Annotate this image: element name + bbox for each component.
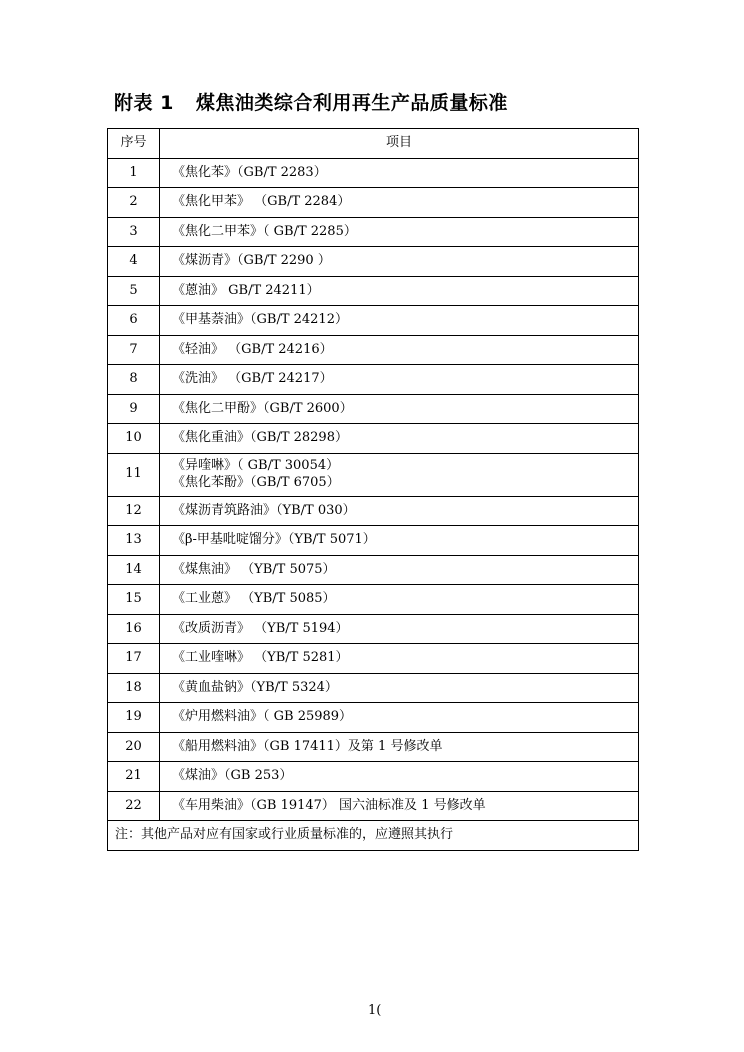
- table-row: [108, 555, 639, 585]
- row-item: [160, 188, 639, 218]
- row-number: 18: [108, 673, 160, 703]
- standard-entry: 《异喹啉》（ GB/T 30054）: [172, 458, 340, 474]
- standard-entry: 《煤沥青》（GB/T 2290 ）: [172, 253, 331, 269]
- table-row: [108, 703, 639, 733]
- row-number: 3: [108, 217, 160, 247]
- row-item: [160, 673, 639, 703]
- row-number: 10: [108, 424, 160, 454]
- table-row: [108, 791, 639, 821]
- row-number: 7: [108, 335, 160, 365]
- row-item: [160, 394, 639, 424]
- row-number: 11: [108, 453, 160, 496]
- title-text: 煤焦油类综合利用再生产品质量标准: [195, 92, 508, 114]
- table-row: [108, 394, 639, 424]
- row-item: [160, 335, 639, 365]
- page-number: 1(: [368, 1003, 382, 1018]
- table-row: [108, 673, 639, 703]
- standard-entry: 《β-甲基吡啶馏分》（YB/T 5071）: [172, 532, 376, 548]
- row-number: 19: [108, 703, 160, 733]
- row-number: 20: [108, 732, 160, 762]
- table-row: [108, 335, 639, 365]
- row-item: [160, 276, 639, 306]
- table-row: [108, 188, 639, 218]
- table-row: [108, 306, 639, 336]
- row-number: 6: [108, 306, 160, 336]
- table-row: [108, 453, 639, 496]
- row-number: 15: [108, 585, 160, 615]
- table-header-row: [108, 129, 639, 159]
- appendix-label: 附表 1: [114, 92, 174, 114]
- row-item: [160, 306, 639, 336]
- table-row: [108, 247, 639, 277]
- table-row: [108, 644, 639, 674]
- row-number: 1: [108, 158, 160, 188]
- row-number: 5: [108, 276, 160, 306]
- row-number: 12: [108, 496, 160, 526]
- row-number: 4: [108, 247, 160, 277]
- row-item: [160, 526, 639, 556]
- standard-entry: 《工业喹啉》 （YB/T 5281）: [172, 650, 349, 666]
- standard-entry: 《甲基萘油》（GB/T 24212）: [172, 312, 348, 328]
- standard-entry: 《船用燃料油》（GB 17411）及第 1 号修改单: [172, 738, 443, 754]
- table-row: [108, 158, 639, 188]
- standard-entry: 《改质沥青》 （YB/T 5194）: [172, 620, 349, 636]
- row-item: [160, 424, 639, 454]
- standard-entry: 《轻油》 （GB/T 24216）: [172, 341, 333, 357]
- table-row: [108, 526, 639, 556]
- header-item: 项目: [160, 129, 639, 159]
- row-item: [160, 732, 639, 762]
- row-number: 13: [108, 526, 160, 556]
- row-number: 17: [108, 644, 160, 674]
- row-item: [160, 791, 639, 821]
- row-number: 22: [108, 791, 160, 821]
- row-number: 2: [108, 188, 160, 218]
- table-row: [108, 424, 639, 454]
- standard-entry: 《焦化苯》（GB/T 2283）: [172, 164, 327, 180]
- row-item: [160, 158, 639, 188]
- row-item: [160, 585, 639, 615]
- row-item: [160, 644, 639, 674]
- row-number: 14: [108, 555, 160, 585]
- standard-entry: 《车用柴油》（GB 19147） 国六油标准及 1 号修改单: [172, 797, 486, 813]
- header-no: 序号: [108, 129, 160, 159]
- standard-entry: 《焦化重油》（GB/T 28298）: [172, 430, 348, 446]
- standard-entry: 《焦化二甲酚》（GB/T 2600）: [172, 400, 353, 416]
- table-row: [108, 762, 639, 792]
- standard-entry: 《煤油》（GB 253）: [172, 768, 293, 784]
- row-item: [160, 762, 639, 792]
- table-row: [108, 276, 639, 306]
- row-item: [160, 496, 639, 526]
- note-row: [108, 821, 639, 851]
- row-number: 16: [108, 614, 160, 644]
- standard-entry: 《焦化二甲苯》（ GB/T 2285）: [172, 223, 357, 239]
- row-item: [160, 365, 639, 395]
- table-row: [108, 217, 639, 247]
- table-body: [108, 158, 639, 821]
- standard-entry: 《炉用燃料油》（ GB 25989）: [172, 709, 353, 725]
- row-item: [160, 247, 639, 277]
- row-number: 8: [108, 365, 160, 395]
- standard-entry: 《煤焦油》 （YB/T 5075）: [172, 561, 336, 577]
- row-item: [160, 614, 639, 644]
- table-note: 注：其他产品对应有国家或行业质量标准的，应遵照其执行: [108, 821, 639, 851]
- standard-entry: 《蒽油》 GB/T 24211）: [172, 282, 320, 298]
- standard-entry: 《煤沥青筑路油》（YB/T 030）: [172, 502, 356, 518]
- standard-entry: 《焦化甲苯》 （GB/T 2284）: [172, 194, 351, 210]
- row-item: [160, 555, 639, 585]
- row-item: [160, 703, 639, 733]
- row-number: 21: [108, 762, 160, 792]
- standard-entry: 《洗油》 （GB/T 24217）: [172, 371, 333, 387]
- table-row: [108, 496, 639, 526]
- standard-entry: 《工业蒽》 （YB/T 5085）: [172, 591, 336, 607]
- standard-entry: 《焦化苯酚》（GB/T 6705）: [172, 474, 340, 490]
- table-row: [108, 732, 639, 762]
- table-row: [108, 614, 639, 644]
- standard-entry: 《黄血盐钠》（YB/T 5324）: [172, 679, 338, 695]
- row-item: [160, 217, 639, 247]
- table-row: [108, 585, 639, 615]
- row-item: [160, 453, 639, 496]
- document-title: [114, 88, 508, 115]
- standards-table: [107, 128, 639, 851]
- table-row: [108, 365, 639, 395]
- row-number: 9: [108, 394, 160, 424]
